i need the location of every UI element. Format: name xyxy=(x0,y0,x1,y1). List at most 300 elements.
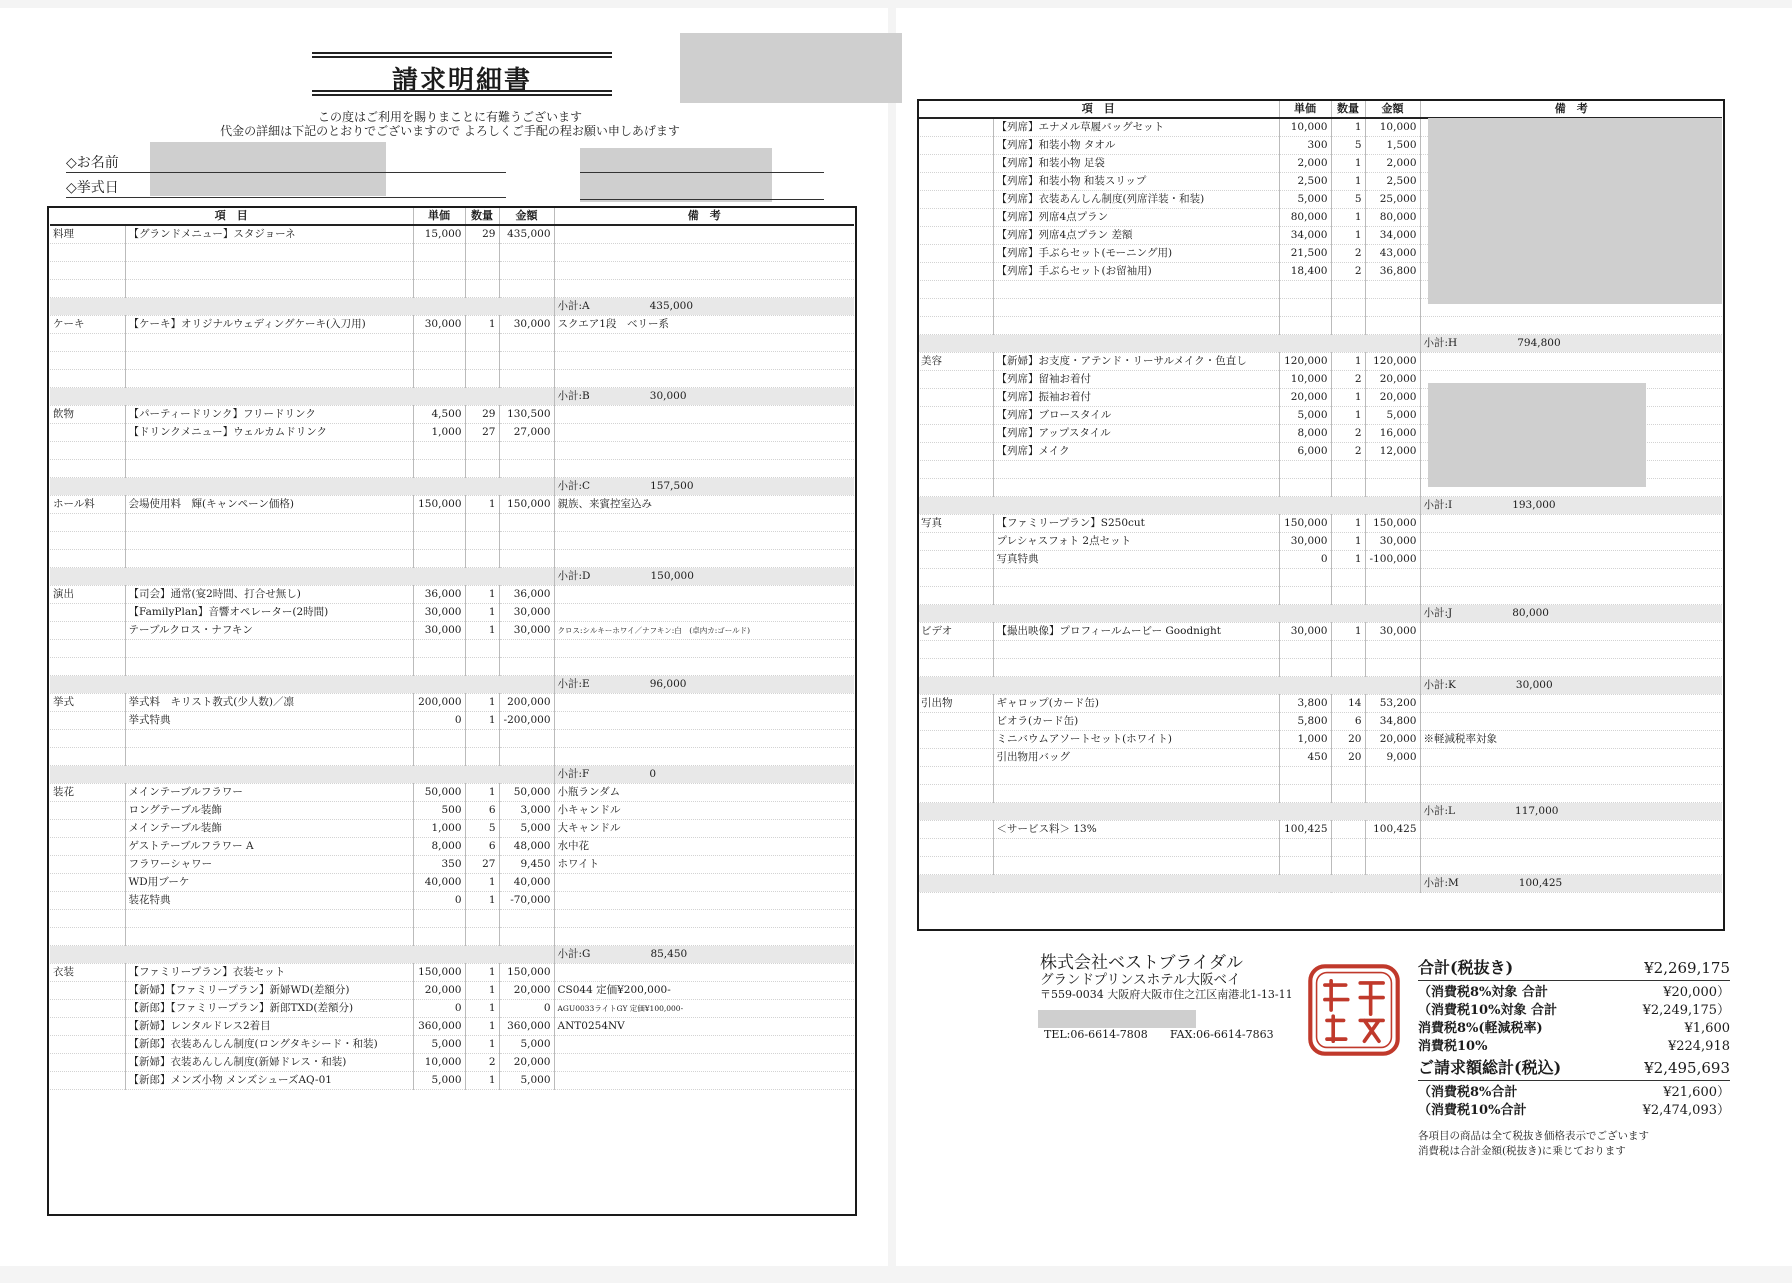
note-cell xyxy=(554,424,854,442)
category-cell xyxy=(50,604,125,622)
subtotal-spacer xyxy=(50,298,554,316)
qty-cell: 1 xyxy=(1331,227,1365,245)
note-cell xyxy=(554,280,854,298)
category-cell xyxy=(918,587,993,605)
price-cell: 20,000 xyxy=(413,982,465,1000)
price-cell: 20,000 xyxy=(1279,389,1331,407)
price-cell: 18,400 xyxy=(1279,263,1331,281)
category-cell xyxy=(918,118,993,137)
qty-cell xyxy=(465,244,499,262)
price-cell: 5,800 xyxy=(1279,713,1331,731)
item-cell: 【列席】手ぶらセット(お留袖用) xyxy=(993,263,1279,281)
item-cell: 【司会】通常(宴2時間、打合せ無し) xyxy=(125,586,413,604)
grand-total-row xyxy=(1418,1056,1730,1081)
table-row xyxy=(50,928,854,946)
note-cell xyxy=(1420,569,1722,587)
amount-cell: 27,000 xyxy=(499,424,554,442)
price-cell: 500 xyxy=(413,802,465,820)
item-cell xyxy=(125,244,413,262)
amount-cell xyxy=(1365,281,1420,299)
qty-cell: 1 xyxy=(1331,515,1365,533)
amount-cell xyxy=(499,442,554,460)
price-cell: 0 xyxy=(413,712,465,730)
price-cell: 0 xyxy=(413,1000,465,1018)
note-cell xyxy=(1420,749,1722,767)
note-cell xyxy=(554,225,854,244)
note-cell xyxy=(554,730,854,748)
table-row xyxy=(50,658,854,676)
price-cell: 40,000 xyxy=(413,874,465,892)
qty-cell xyxy=(465,514,499,532)
item-cell: ゲストテーブルフラワー A xyxy=(125,838,413,856)
qty-cell: 5 xyxy=(1331,191,1365,209)
item-cell: 【ケーキ】オリジナルウェディングケーキ(入刀用) xyxy=(125,316,413,334)
amount-cell: 12,000 xyxy=(1365,443,1420,461)
category-cell xyxy=(50,1000,125,1018)
item-cell xyxy=(125,460,413,478)
item-cell xyxy=(125,334,413,352)
name-label: ◇お名前 xyxy=(66,155,119,171)
amount-cell xyxy=(499,658,554,676)
subtotal-label: 小計:E xyxy=(557,678,590,690)
category-cell: 衣装 xyxy=(50,964,125,982)
item-cell xyxy=(993,569,1279,587)
note-cell xyxy=(1420,641,1722,659)
subtotal-label: 小計:A xyxy=(557,300,590,312)
note-cell xyxy=(1420,317,1722,335)
qty-cell: 1 xyxy=(1331,623,1365,641)
item-cell xyxy=(993,659,1279,677)
table-row xyxy=(918,353,1722,371)
note-cell xyxy=(554,370,854,388)
table-row xyxy=(918,767,1722,785)
price-cell: 200,000 xyxy=(413,694,465,712)
table-row xyxy=(50,820,854,838)
category-cell xyxy=(50,802,125,820)
item-cell: 【列席】手ぶらセット(モーニング用) xyxy=(993,245,1279,263)
table-row xyxy=(50,460,854,478)
category-cell: ケーキ xyxy=(50,316,125,334)
note-cell xyxy=(554,748,854,766)
category-cell xyxy=(50,838,125,856)
item-cell xyxy=(125,262,413,280)
category-cell xyxy=(50,352,125,370)
qty-cell: 6 xyxy=(465,838,499,856)
amount-cell xyxy=(499,532,554,550)
price-cell xyxy=(1279,767,1331,785)
amount-cell: 360,000 xyxy=(499,1018,554,1036)
price-cell xyxy=(413,442,465,460)
amount-cell: 20,000 xyxy=(1365,389,1420,407)
price-cell: 10,000 xyxy=(1279,118,1331,137)
tax8-total-value: ¥21,600） xyxy=(1663,1085,1730,1100)
amount-cell: 9,450 xyxy=(499,856,554,874)
amount-cell: 20,000 xyxy=(1365,731,1420,749)
category-cell xyxy=(50,1018,125,1036)
qty-cell: 5 xyxy=(1331,137,1365,155)
title-rule-bottom-2 xyxy=(312,94,612,96)
price-cell: 4,500 xyxy=(413,406,465,424)
tax8-total-row xyxy=(1418,1084,1730,1102)
table-row xyxy=(918,785,1722,803)
amount-cell xyxy=(499,928,554,946)
price-cell: 5,000 xyxy=(1279,191,1331,209)
qty-cell: 1 xyxy=(465,1018,499,1036)
amount-cell: -100,000 xyxy=(1365,551,1420,569)
qty-cell: 1 xyxy=(465,1072,499,1090)
category-cell xyxy=(918,281,993,299)
amount-cell: 43,000 xyxy=(1365,245,1420,263)
company-seal-icon xyxy=(1302,958,1406,1062)
price-cell: 80,000 xyxy=(1279,209,1331,227)
amount-cell: 48,000 xyxy=(499,838,554,856)
amount-cell xyxy=(499,352,554,370)
note-cell xyxy=(554,442,854,460)
subtotal-cell xyxy=(1420,497,1722,515)
item-cell xyxy=(125,370,413,388)
qty-cell xyxy=(465,262,499,280)
table-row xyxy=(50,640,854,658)
item-cell: 【撮出映像】プロフィールムービー Goodnight xyxy=(993,623,1279,641)
note-cell xyxy=(554,514,854,532)
item-cell xyxy=(125,730,413,748)
category-cell xyxy=(918,407,993,425)
subtotal-row xyxy=(1418,956,1730,981)
price-cell: 150,000 xyxy=(413,964,465,982)
table-row xyxy=(50,370,854,388)
category-cell xyxy=(50,730,125,748)
tax-note-2: 消費税は合計金額(税抜き)に乗じております xyxy=(1418,1145,1626,1157)
name-underline xyxy=(66,172,506,173)
item-cell: 【新郎】メンズ小物 メンズシューズAQ-01 xyxy=(125,1072,413,1090)
qty-cell xyxy=(1331,299,1365,317)
qty-cell: 1 xyxy=(465,784,499,802)
tax8-base-row xyxy=(1418,984,1730,1002)
tax10-value: ¥224,918 xyxy=(1667,1039,1730,1054)
subtotal-row xyxy=(918,677,1722,695)
qty-cell: 14 xyxy=(1331,695,1365,713)
amount-cell xyxy=(1365,317,1420,335)
qty-cell: 2 xyxy=(1331,425,1365,443)
subtotal-row xyxy=(918,605,1722,623)
amount-cell xyxy=(499,244,554,262)
greeting xyxy=(170,110,730,138)
amount-cell: 5,000 xyxy=(1365,407,1420,425)
amount-cell xyxy=(1365,767,1420,785)
qty-cell xyxy=(1331,767,1365,785)
table-row xyxy=(50,352,854,370)
tax-note-1: 各項目の商品は全て税抜き価格表示でございます xyxy=(1418,1130,1649,1142)
price-cell: 0 xyxy=(1279,551,1331,569)
subtotal-cell xyxy=(554,766,854,784)
category-cell xyxy=(50,658,125,676)
amount-cell: 30,000 xyxy=(499,316,554,334)
amount-cell: 20,000 xyxy=(499,1054,554,1072)
category-cell xyxy=(50,514,125,532)
amount-cell: 120,000 xyxy=(1365,353,1420,371)
table-row xyxy=(50,622,854,640)
category-cell: 装花 xyxy=(50,784,125,802)
qty-cell xyxy=(1331,317,1365,335)
item-cell xyxy=(125,352,413,370)
table-row xyxy=(50,424,854,442)
price-cell: 5,000 xyxy=(413,1072,465,1090)
category-cell xyxy=(50,370,125,388)
category-cell xyxy=(50,910,125,928)
table-row xyxy=(50,586,854,604)
note-cell xyxy=(554,262,854,280)
price-cell: 1,000 xyxy=(413,424,465,442)
table-row xyxy=(50,730,854,748)
qty-cell: 1 xyxy=(1331,353,1365,371)
amount-cell xyxy=(499,370,554,388)
note-cell: スクエア1段 ベリー系 xyxy=(554,316,854,334)
price-cell xyxy=(413,262,465,280)
table-row xyxy=(50,694,854,712)
category-cell xyxy=(918,767,993,785)
table-row xyxy=(50,784,854,802)
subtotal-row xyxy=(50,946,854,964)
note-cell xyxy=(1420,551,1722,569)
col-note: 備 考 xyxy=(554,207,854,225)
price-cell: 1,000 xyxy=(1279,731,1331,749)
table-row xyxy=(50,334,854,352)
item-cell: 【列席】和装小物 タオル xyxy=(993,137,1279,155)
note-cell xyxy=(1420,587,1722,605)
note-cell xyxy=(1420,839,1722,857)
item-cell: 装花特典 xyxy=(125,892,413,910)
table-row xyxy=(918,695,1722,713)
note-cell xyxy=(554,712,854,730)
table-row xyxy=(50,964,854,982)
item-cell: 【列席】ブロースタイル xyxy=(993,407,1279,425)
amount-cell: 40,000 xyxy=(499,874,554,892)
subtotal-amount: 157,500 xyxy=(650,480,694,492)
note-cell xyxy=(554,352,854,370)
note-cell xyxy=(554,964,854,982)
subtotal-row xyxy=(918,335,1722,353)
item-cell: 【パーティードリンク】フリードリンク xyxy=(125,406,413,424)
qty-cell xyxy=(1331,821,1365,839)
category-cell xyxy=(50,460,125,478)
subtotal-spacer xyxy=(918,677,1420,695)
item-cell: 【新婦】【ファミリープラン】新婦WD(差額分) xyxy=(125,982,413,1000)
amount-cell xyxy=(499,910,554,928)
amount-cell xyxy=(1365,299,1420,317)
note-cell: 親族、来賓控室込み xyxy=(554,496,854,514)
amount-cell: 25,000 xyxy=(1365,191,1420,209)
redacted-contact xyxy=(1038,1010,1196,1028)
table-row xyxy=(50,262,854,280)
subtotal-cell xyxy=(554,676,854,694)
amount-cell xyxy=(1365,659,1420,677)
category-cell xyxy=(50,856,125,874)
amount-cell: 435,000 xyxy=(499,225,554,244)
category-cell xyxy=(50,1054,125,1072)
subtotal-amount: 85,450 xyxy=(650,948,688,960)
item-cell xyxy=(993,317,1279,335)
item-cell xyxy=(993,839,1279,857)
page-title: 請求明細書 xyxy=(391,66,532,96)
category-cell xyxy=(918,443,993,461)
item-cell: メインテーブル装飾 xyxy=(125,820,413,838)
category-cell xyxy=(918,839,993,857)
amount-cell: 36,000 xyxy=(499,586,554,604)
note-cell xyxy=(554,334,854,352)
price-cell xyxy=(413,550,465,568)
tax8-base-value: ¥20,000） xyxy=(1663,985,1730,1000)
table-row xyxy=(50,1072,854,1090)
category-cell xyxy=(918,155,993,173)
price-cell xyxy=(413,730,465,748)
subtotal-label: 小計:C xyxy=(557,480,591,492)
amount-cell: 5,000 xyxy=(499,1072,554,1090)
price-cell: 5,000 xyxy=(413,1036,465,1054)
tax8-total-label: （消費税8%合計 xyxy=(1418,1085,1518,1100)
table-row xyxy=(50,856,854,874)
category-cell: 飲物 xyxy=(50,406,125,424)
amount-cell: 30,000 xyxy=(1365,623,1420,641)
item-cell: 【列席】和装小物 和装スリップ xyxy=(993,173,1279,191)
grand-total-value: ¥2,495,693 xyxy=(1644,1059,1730,1077)
item-cell: ギャロップ(カード缶) xyxy=(993,695,1279,713)
category-cell: 美容 xyxy=(918,353,993,371)
qty-cell: 1 xyxy=(465,586,499,604)
subtotal-label: 小計:J xyxy=(1423,607,1453,619)
subtotal-amount: 96,000 xyxy=(649,678,687,690)
subtotal-label: 小計:G xyxy=(557,948,591,960)
amount-cell: 3,000 xyxy=(499,802,554,820)
note-cell: 小キャンドル xyxy=(554,802,854,820)
table-row xyxy=(50,748,854,766)
table-row xyxy=(50,712,854,730)
amount-cell: 2,500 xyxy=(1365,173,1420,191)
note-cell xyxy=(554,550,854,568)
item-cell: 【ファミリープラン】S250cut xyxy=(993,515,1279,533)
category-cell xyxy=(918,569,993,587)
price-cell xyxy=(413,748,465,766)
amount-cell: 1,500 xyxy=(1365,137,1420,155)
qty-cell xyxy=(465,460,499,478)
note-cell xyxy=(554,892,854,910)
redacted-name xyxy=(150,142,386,196)
category-cell xyxy=(918,461,993,479)
price-cell: 30,000 xyxy=(413,622,465,640)
table-row xyxy=(50,892,854,910)
qty-cell xyxy=(1331,479,1365,497)
price-cell xyxy=(1279,461,1331,479)
price-cell: 30,000 xyxy=(1279,533,1331,551)
item-cell: 【グランドメニュー】スタジョーネ xyxy=(125,225,413,244)
category-cell xyxy=(50,424,125,442)
category-cell xyxy=(50,334,125,352)
subtotal-spacer xyxy=(50,766,554,784)
item-cell: 引出物用バッグ xyxy=(993,749,1279,767)
subtotal-amount: 150,000 xyxy=(650,570,694,582)
subtotal-amount: 0 xyxy=(649,768,657,780)
table-row xyxy=(50,910,854,928)
category-cell: 写真 xyxy=(918,515,993,533)
item-cell: 挙式料 キリスト教式(少人数)／凛 xyxy=(125,694,413,712)
item-cell: 写真特典 xyxy=(993,551,1279,569)
price-cell: 50,000 xyxy=(413,784,465,802)
table-row xyxy=(918,713,1722,731)
redacted-field xyxy=(580,148,772,202)
amount-cell: 50,000 xyxy=(499,784,554,802)
item-cell: 【列席】列席4点プラン 差額 xyxy=(993,227,1279,245)
qty-cell: 2 xyxy=(1331,443,1365,461)
qty-cell xyxy=(465,352,499,370)
category-cell: 引出物 xyxy=(918,695,993,713)
note-cell xyxy=(1420,515,1722,533)
qty-cell xyxy=(465,748,499,766)
category-cell xyxy=(50,442,125,460)
note-cell: ホワイト xyxy=(554,856,854,874)
item-cell: プレシャスフォト 2点セット xyxy=(993,533,1279,551)
price-cell: 300 xyxy=(1279,137,1331,155)
category-cell xyxy=(918,371,993,389)
date-label: ◇挙式日 xyxy=(66,180,119,196)
title-rule-top xyxy=(312,52,612,54)
subtotal-spacer xyxy=(918,497,1420,515)
amount-cell xyxy=(499,514,554,532)
category-cell xyxy=(918,425,993,443)
table-row xyxy=(50,838,854,856)
price-cell: 10,000 xyxy=(1279,371,1331,389)
amount-cell: 34,000 xyxy=(1365,227,1420,245)
category-cell xyxy=(50,1072,125,1090)
category-cell xyxy=(918,191,993,209)
qty-cell xyxy=(465,910,499,928)
subtotal-amount: 100,425 xyxy=(1518,877,1563,889)
col-qty: 数量 xyxy=(465,207,499,225)
note-cell: 小瓶ランダム xyxy=(554,784,854,802)
company-address: 〒559-0034 大阪府大阪市住之江区南港北1-13-11 xyxy=(1040,988,1293,1001)
subtotal-spacer xyxy=(918,803,1420,821)
field-underline-2 xyxy=(580,199,824,200)
price-cell xyxy=(413,370,465,388)
tax8-value: ¥1,600 xyxy=(1684,1021,1730,1036)
subtotal-row xyxy=(918,497,1722,515)
qty-cell: 1 xyxy=(465,622,499,640)
qty-cell: 1 xyxy=(465,712,499,730)
subtotal-amount: 435,000 xyxy=(649,300,694,312)
price-cell: 6,000 xyxy=(1279,443,1331,461)
col-price: 単価 xyxy=(1279,100,1331,118)
item-cell: 【新婦】お支度・アテンド・リーサルメイク・色直し xyxy=(993,353,1279,371)
amount-cell xyxy=(1365,641,1420,659)
tax10-base-row xyxy=(1418,1002,1730,1020)
table-row xyxy=(50,442,854,460)
note-cell xyxy=(1420,623,1722,641)
price-cell xyxy=(413,460,465,478)
price-cell xyxy=(413,910,465,928)
table-row xyxy=(50,1036,854,1054)
subtotal-cell xyxy=(1420,605,1722,623)
table-row xyxy=(918,857,1722,875)
tax10-total-label: （消費税10%合計 xyxy=(1418,1103,1527,1118)
price-cell xyxy=(413,280,465,298)
redacted-note-1 xyxy=(1428,118,1722,304)
subtotal-label: 合計(税抜き) xyxy=(1418,958,1514,977)
qty-cell xyxy=(465,532,499,550)
qty-cell xyxy=(1331,839,1365,857)
category-cell xyxy=(918,785,993,803)
qty-cell xyxy=(1331,857,1365,875)
item-cell xyxy=(993,767,1279,785)
subtotal-spacer xyxy=(50,568,554,586)
subtotal-label: 小計:K xyxy=(1423,679,1456,691)
